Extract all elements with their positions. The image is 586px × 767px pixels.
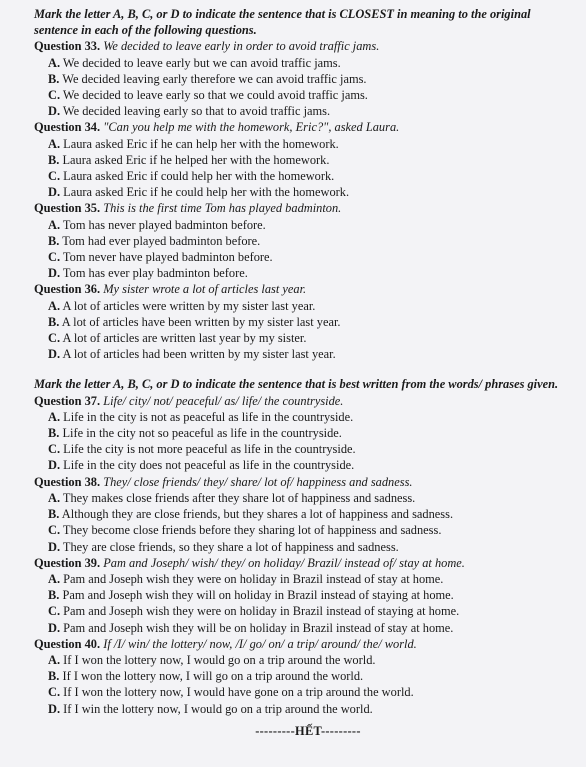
option-text: Laura asked Eric if could help her with the homework. (63, 169, 335, 184)
option-text: Life in the city does not peaceful as life in the countryside. (63, 458, 355, 473)
option-letter: B. (48, 588, 60, 603)
section2-questions (34, 393, 572, 717)
option-text: Tom had ever played badminton before. (62, 233, 261, 248)
option-letter: B. (48, 507, 60, 522)
option-text: A lot of articles had been written by my sister last year. (62, 347, 336, 362)
section1-instruction: Mark the letter A, B, C, or D to indicate the sentence that is CLOSEST in meaning to the original sentence in each of the following questions. (34, 7, 531, 38)
question-heading (34, 474, 572, 490)
section2-instruction: Mark the letter A, B, C, or D to indicate the sentence that is best written from the words/ phrases given. (34, 377, 559, 392)
answer-option (34, 184, 572, 200)
answer-option (34, 265, 572, 281)
question-prompt: My sister wrote a lot of articles last year. (103, 282, 307, 297)
option-text: We decided leaving early therefore we can avoid traffic jams. (62, 71, 367, 86)
end-marker: ---------HẾT--------- (255, 723, 361, 738)
option-letter: D. (48, 539, 61, 554)
option-text: Laura asked Eric if he could help her with the homework. (63, 185, 350, 200)
answer-option (34, 603, 572, 619)
option-text: Pam and Joseph wish they will on holiday in Brazil instead of staying at home. (62, 588, 454, 603)
question-heading (34, 119, 572, 135)
question-prompt: Pam and Joseph/ wish/ they/ on holiday/ Brazil/ instead of/ stay at home. (103, 555, 465, 570)
question-block (34, 474, 572, 555)
question-number: Question 35. (34, 201, 101, 216)
option-text: Tom never have played badminton before. (62, 250, 273, 265)
question-number: Question 38. (34, 474, 101, 489)
option-text: We decided to leave early so that we could avoid traffic jams. (62, 88, 368, 103)
option-letter: A. (48, 55, 61, 70)
option-text: Tom has never played badminton before. (62, 217, 266, 232)
option-letter: D. (48, 266, 61, 281)
option-letter: C. (48, 250, 61, 265)
option-text: We decided to leave early but we can avoid traffic jams. (62, 55, 341, 70)
option-text: They are close friends, so they share a lot of happiness and sadness. (62, 539, 399, 554)
option-text: Life in the city is not as peaceful as life in the countryside. (63, 409, 354, 424)
answer-option (34, 409, 572, 425)
answer-option (34, 652, 572, 668)
option-letter: D. (48, 701, 61, 716)
option-letter: A. (48, 298, 61, 313)
answer-option (34, 571, 572, 587)
option-letter: B. (48, 669, 60, 684)
option-letter: A. (48, 490, 61, 505)
option-text: A lot of articles are written last year by my sister. (62, 331, 307, 346)
answer-option (34, 587, 572, 603)
question-block (34, 393, 572, 474)
answer-option (34, 522, 572, 538)
option-letter: C. (48, 88, 61, 103)
option-letter: D. (48, 620, 61, 635)
option-letter: C. (48, 523, 61, 538)
answer-option (34, 168, 572, 184)
answer-option (34, 55, 572, 71)
option-text: Life in the city not so peaceful as life in the countryside. (62, 426, 342, 441)
option-text: If I won the lottery now, I would go on a trip around the world. (63, 652, 376, 667)
option-text: If I win the lottery now, I would go on a trip around the world. (63, 701, 373, 716)
answer-option (34, 233, 572, 249)
option-text: A lot of articles were written by my sister last year. (62, 298, 316, 313)
answer-option (34, 103, 572, 119)
option-text: We decided leaving early so that to avoid traffic jams. (62, 104, 331, 119)
option-letter: C. (48, 169, 61, 184)
question-block (34, 555, 572, 636)
answer-option (34, 539, 572, 555)
option-text: If I won the lottery now, I would have gone on a trip around the world. (63, 685, 414, 700)
question-block (34, 636, 572, 717)
option-letter: A. (48, 217, 61, 232)
option-text: Laura asked Eric if he helped her with the homework. (62, 152, 330, 167)
option-text: A lot of articles have been written by my sister last year. (61, 314, 341, 329)
option-text: Tom has ever play badminton before. (62, 266, 248, 281)
option-letter: B. (48, 71, 60, 86)
answer-option (34, 330, 572, 346)
option-letter: A. (48, 136, 61, 151)
option-letter: B. (48, 152, 60, 167)
option-text: They become close friends before they sharing lot of happiness and sadness. (62, 523, 442, 538)
option-text: Although they are close friends, but they shares a lot of happiness and sadness. (61, 507, 454, 522)
answer-option (34, 441, 572, 457)
option-text: They makes close friends after they share lot of happiness and sadness. (62, 490, 416, 505)
question-number: Question 39. (34, 555, 101, 570)
question-heading (34, 636, 572, 652)
option-letter: D. (48, 104, 61, 119)
question-block (34, 38, 572, 119)
option-text: Life the city is not more peaceful as life in the countryside. (63, 442, 356, 457)
answer-option (34, 506, 572, 522)
question-heading (34, 38, 572, 54)
answer-option (34, 136, 572, 152)
question-prompt: "Can you help me with the homework, Eric?", asked Laura. (103, 120, 400, 135)
option-letter: B. (48, 233, 60, 248)
question-prompt: They/ close friends/ they/ share/ lot of/ happiness and sadness. (103, 474, 413, 489)
option-letter: A. (48, 409, 61, 424)
question-block (34, 119, 572, 200)
question-heading (34, 281, 572, 297)
question-heading (34, 555, 572, 571)
answer-option (34, 684, 572, 700)
answer-option (34, 620, 572, 636)
answer-option (34, 217, 572, 233)
question-block (34, 200, 572, 281)
answer-option (34, 490, 572, 506)
question-prompt: This is the first time Tom has played badminton. (103, 201, 342, 216)
option-text: If I won the lottery now, I will go on a trip around the world. (62, 669, 364, 684)
option-letter: A. (48, 652, 61, 667)
question-prompt: If /I/ win/ the lottery/ now, /I/ go/ on/ a trip/ around/ the/ world. (103, 636, 417, 651)
question-number: Question 33. (34, 39, 101, 54)
answer-option (34, 152, 572, 168)
answer-option (34, 457, 572, 473)
answer-option (34, 298, 572, 314)
option-letter: D. (48, 347, 61, 362)
section1-questions (34, 38, 572, 362)
answer-option (34, 249, 572, 265)
option-text: Pam and Joseph wish they will be on holiday in Brazil instead of stay at home. (63, 620, 454, 635)
option-letter: D. (48, 185, 61, 200)
answer-option (34, 314, 572, 330)
option-letter: C. (48, 442, 61, 457)
question-prompt: We decided to leave early in order to avoid traffic jams. (103, 39, 380, 54)
option-letter: D. (48, 458, 61, 473)
question-number: Question 36. (34, 282, 101, 297)
option-letter: C. (48, 685, 61, 700)
answer-option (34, 71, 572, 87)
question-number: Question 34. (34, 120, 101, 135)
option-text: Pam and Joseph wish they were on holiday in Brazil instead of stay at home. (63, 571, 444, 586)
question-heading (34, 393, 572, 409)
question-block (34, 281, 572, 362)
answer-option (34, 701, 572, 717)
question-heading (34, 200, 572, 216)
answer-option (34, 425, 572, 441)
answer-option (34, 346, 572, 362)
option-letter: B. (48, 426, 60, 441)
question-number: Question 37. (34, 393, 101, 408)
option-text: Laura asked Eric if he can help her with the homework. (63, 136, 339, 151)
option-letter: C. (48, 604, 61, 619)
option-letter: A. (48, 571, 61, 586)
answer-option (34, 87, 572, 103)
question-prompt: Life/ city/ not/ peaceful/ as/ life/ the countryside. (103, 393, 344, 408)
option-letter: B. (48, 314, 60, 329)
option-text: Pam and Joseph wish they were on holiday in Brazil instead of staying at home. (63, 604, 460, 619)
question-number: Question 40. (34, 636, 101, 651)
answer-option (34, 668, 572, 684)
option-letter: C. (48, 331, 61, 346)
